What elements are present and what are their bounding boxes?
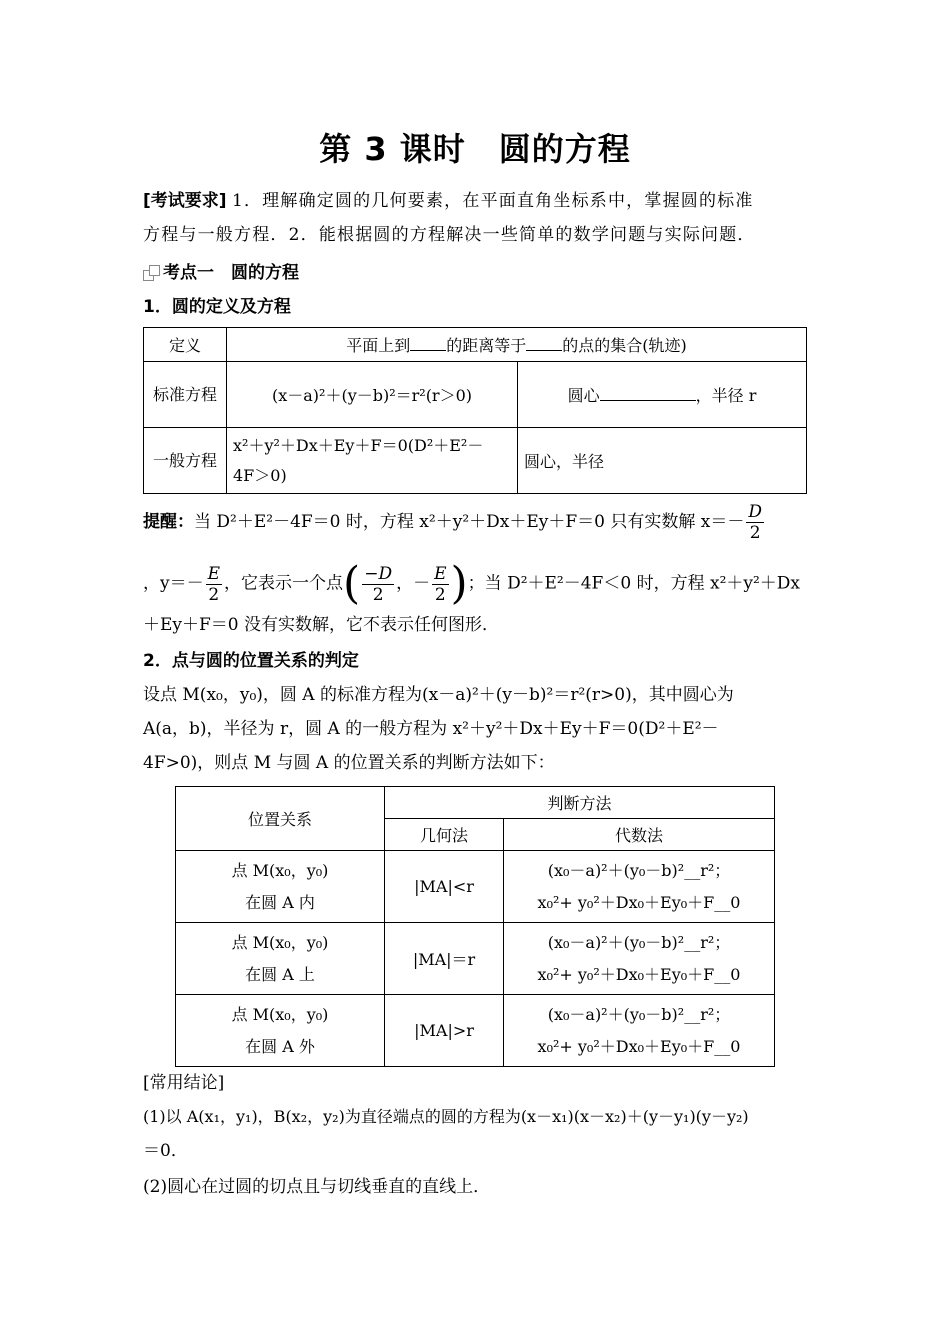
fraction-numerator: E xyxy=(434,563,447,584)
definition-text-mid: 的距离等于 xyxy=(446,336,527,355)
left-paren: ( xyxy=(343,558,361,609)
table-row xyxy=(176,851,775,923)
subheading-2: 2．点与圆的位置关系的判定 xyxy=(143,651,359,671)
fraction-e-over-2-point xyxy=(432,564,448,605)
definition-text-post: 的点的集合(轨迹) xyxy=(562,336,687,355)
relation-point: 点 M(x₀，y₀) xyxy=(231,932,329,952)
reminder-text-2b: ，它表示一个点 xyxy=(224,573,344,594)
page-title: 第 3 课时 圆的方程 xyxy=(319,130,631,168)
fraction-denominator: 2 xyxy=(434,584,446,605)
fraction-d-over-2 xyxy=(746,502,764,543)
requirements-label: [考试要求] xyxy=(143,191,227,211)
row-label: 标准方程 xyxy=(144,362,227,428)
alg-cell xyxy=(504,923,775,995)
circle-equation-table xyxy=(143,327,807,494)
radius-text: ，半径 r xyxy=(695,386,757,405)
square-stack-icon xyxy=(143,265,161,281)
conclusions-label: [常用结论] xyxy=(143,1073,225,1093)
relation-where: 在圆 A 外 xyxy=(245,1036,315,1056)
geo-cell: |MA|<r xyxy=(385,851,504,923)
relation-cell xyxy=(176,851,385,923)
header-relation: 位置关系 xyxy=(176,787,385,851)
fraction-neg-d-over-2 xyxy=(362,564,394,605)
table-row xyxy=(144,362,807,428)
fraction-numerator: −D xyxy=(364,563,393,584)
reminder-text-2c: ；当 D²＋E²－4F＜0 时，方程 x²＋y²＋Dx xyxy=(467,573,801,594)
header-alg: 代数法 xyxy=(504,819,775,851)
paragraph-2-line-1: 设点 M(x₀，y₀)，圆 A 的标准方程为(x－a)²＋(y－b)²＝r²(r>0)，其中圆心为 xyxy=(143,685,734,705)
alg-line-2: x₀²+ y₀²＋Dx₀＋Ey₀＋F__0 xyxy=(537,892,741,912)
geo-cell: |MA|>r xyxy=(385,995,504,1067)
requirements-line-2: 方程与一般方程．2．能根据圆的方程解决一些简单的数学问题与实际问题． xyxy=(143,225,756,245)
alg-line-2: x₀²+ y₀²＋Dx₀＋Ey₀＋F__0 xyxy=(537,964,741,984)
general-equation-cell xyxy=(227,428,518,494)
conclusion-1-line-2: ＝0． xyxy=(143,1141,188,1161)
reminder-text-2a: ，y＝－ xyxy=(143,573,204,594)
header-geo: 几何法 xyxy=(385,819,504,851)
paragraph-2-line-3: 4F>0)，则点 M 与圆 A 的位置关系的判断方法如下： xyxy=(143,753,555,773)
reminder-line-3: ＋Ey＋F＝0 没有实数解，它不表示任何图形． xyxy=(143,615,500,635)
relation-cell xyxy=(176,923,385,995)
geo-cell: |MA|＝r xyxy=(385,923,504,995)
relation-cell xyxy=(176,995,385,1067)
definition-cell xyxy=(227,328,807,362)
row-label: 定义 xyxy=(144,328,227,362)
general-eq-line-1: x²＋y²＋Dx＋Ey＋F＝0(D²＋E²－ xyxy=(233,435,484,455)
alg-line-1: (x₀－a)²＋(y₀－b)²__r²； xyxy=(547,1004,731,1024)
table-header-row xyxy=(176,787,775,819)
table-row xyxy=(176,995,775,1067)
blank xyxy=(526,336,562,351)
general-center-cell: 圆心，半径 xyxy=(518,428,807,494)
relation-point: 点 M(x₀，y₀) xyxy=(231,1004,329,1024)
requirements-text-1: 1．理解确定圆的几何要素，在平面直角坐标系中，掌握圆的标准 xyxy=(231,191,754,211)
conclusion-2: (2)圆心在过圆的切点且与切线垂直的直线上． xyxy=(143,1177,491,1197)
relation-where: 在圆 A 内 xyxy=(245,892,315,912)
right-paren: ) xyxy=(450,558,468,609)
conclusion-1-line-1: (1)以 A(x₁，y₁)，B(x₂，y₂)为直径端点的圆的方程为(x－x₁)(x－x₂)＋(y－y₁)(y－y₂) xyxy=(143,1107,749,1126)
fraction-denominator: 2 xyxy=(208,584,220,605)
fraction-denominator: 2 xyxy=(749,523,761,543)
table-row xyxy=(176,923,775,995)
subheading-1: 1．圆的定义及方程 xyxy=(143,297,291,317)
section-heading-text: 考点一 圆的方程 xyxy=(163,263,299,283)
alg-cell xyxy=(504,851,775,923)
definition-text-pre: 平面上到 xyxy=(346,336,411,355)
alg-line-2: x₀²+ y₀²＋Dx₀＋Ey₀＋F__0 xyxy=(537,1036,741,1056)
table-row xyxy=(144,428,807,494)
blank xyxy=(410,336,446,351)
alg-cell xyxy=(504,995,775,1067)
reminder-line-2 xyxy=(143,558,807,609)
alg-line-1: (x₀－a)²＋(y₀－b)²__r²； xyxy=(547,932,731,952)
table-row xyxy=(144,328,807,362)
requirements-line-1 xyxy=(143,184,807,218)
fraction-denominator: 2 xyxy=(372,584,384,605)
point-separator: ，－ xyxy=(396,573,431,594)
center-text: 圆心 xyxy=(567,386,600,405)
reminder-text-1: 当 D²＋E²－4F＝0 时，方程 x²＋y²＋Dx＋Ey＋F＝0 只有实数解 x＝－ xyxy=(194,512,745,532)
reminder-line-1 xyxy=(143,502,807,543)
general-eq-line-2: 4F＞0) xyxy=(233,465,287,485)
header-method: 判断方法 xyxy=(385,787,775,819)
paragraph-2-line-2: A(a，b)，半径为 r，圆 A 的一般方程为 x²＋y²＋Dx＋Ey＋F＝0(D²＋E²－ xyxy=(143,719,719,739)
fraction-numerator: E xyxy=(207,563,221,584)
section-heading-1 xyxy=(143,256,807,290)
fraction-numerator: D xyxy=(748,502,763,522)
reminder-label: 提醒： xyxy=(143,512,194,532)
blank xyxy=(600,386,696,401)
standard-equation-cell: (x－a)²＋(y－b)²＝r²(r＞0) xyxy=(227,362,518,428)
fraction-e-over-2 xyxy=(206,564,222,605)
relation-point: 点 M(x₀，y₀) xyxy=(231,860,329,880)
row-label: 一般方程 xyxy=(144,428,227,494)
relation-where: 在圆 A 上 xyxy=(245,964,315,984)
alg-line-1: (x₀－a)²＋(y₀－b)²__r²； xyxy=(547,860,731,880)
point-circle-relation-table xyxy=(175,786,775,1067)
standard-center-cell xyxy=(518,362,807,428)
